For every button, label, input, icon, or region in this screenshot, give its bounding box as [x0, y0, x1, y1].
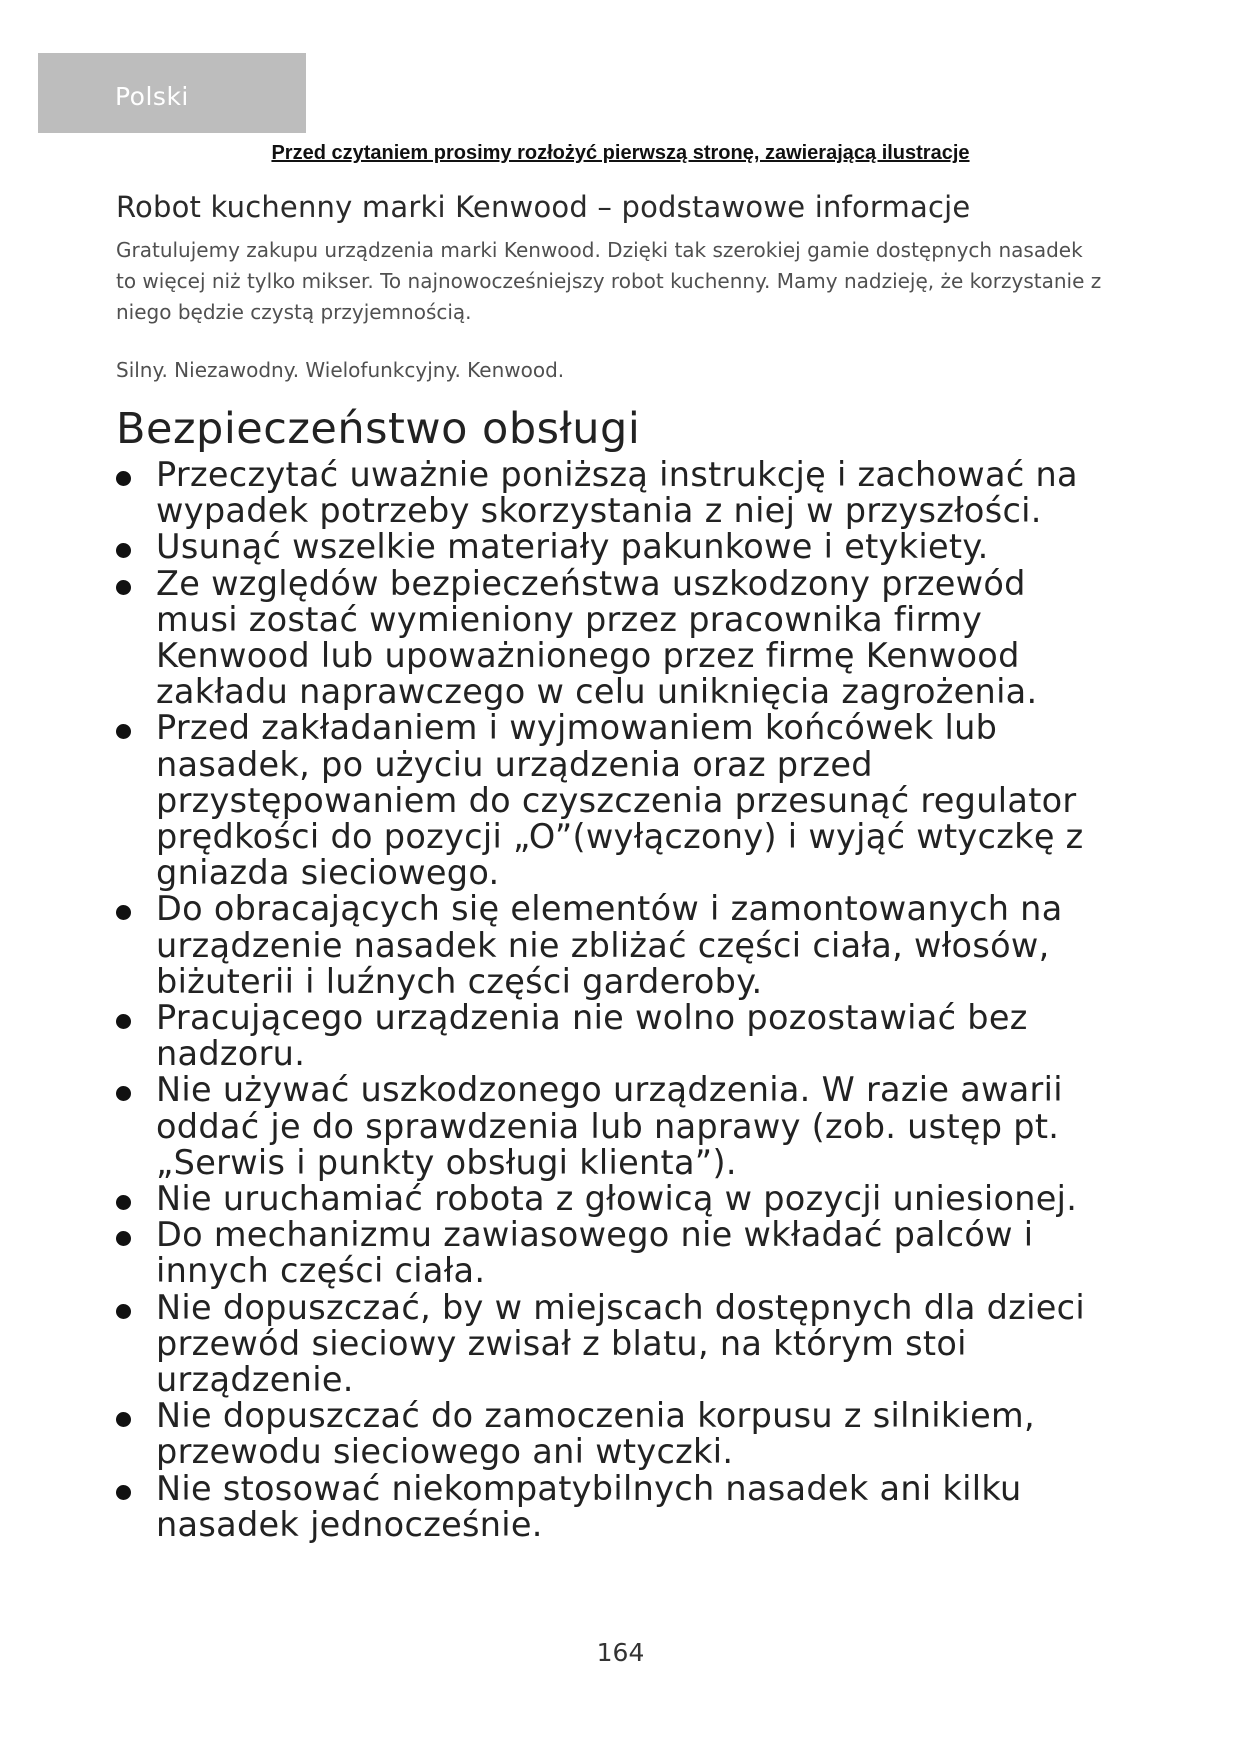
- list-item: [116, 1398, 1116, 1470]
- safety-list: [116, 457, 1116, 1543]
- list-item: [116, 457, 1116, 529]
- list-item: [116, 563, 1116, 712]
- list-item: [116, 1287, 1116, 1400]
- page-number: 164: [596, 1638, 645, 1667]
- list-item-text: Nie uruchamiać robota z głowicą w pozycji uniesionej.: [156, 1179, 1078, 1219]
- intro-paragraph: Gratulujemy zakupu urządzenia marki Kenwood. Dzięki tak szerokiej gamie dostępnych nasadek to więcej niż tylko mikser. To najnowocześniejszy robot kuchenny. Mamy nadzieję, że korzystanie z niego będzie czystą przyjemnością.: [116, 238, 1102, 324]
- list-item-text: Przed zakładaniem i wyjmowaniem końcówek lub nasadek, po użyciu urządzenia oraz przed przystępowaniem do czyszczenia przesunąć regulator prędkości do pozycji „O”(wyłączony) i wyjąć wtyczkę z gniazda sieciowego.: [156, 708, 1084, 893]
- bullet-icon: [116, 1485, 131, 1500]
- list-item-text: Ze względów bezpieczeństwa uszkodzony przewód musi zostać wymieniony przez pracownika firmy Kenwood lub upoważnionego przez firmę Kenwood zakładu naprawczego w celu uniknięcia zagrożenia.: [156, 563, 1038, 712]
- list-item: [116, 529, 1116, 565]
- tagline: Silny. Niezawodny. Wielofunkcyjny. Kenwood.: [116, 358, 565, 382]
- list-item-text: Nie dopuszczać do zamoczenia korpusu z silnikiem, przewodu sieciowego ani wtyczki.: [156, 1396, 1035, 1472]
- bullet-icon: [116, 1304, 131, 1319]
- bullet-icon: [116, 1195, 131, 1210]
- list-item: [116, 891, 1116, 1000]
- list-item-text: Nie używać uszkodzonego urządzenia. W razie awarii oddać je do sprawdzenia lub naprawy (zob. ustęp pt. „Serwis i punkty obsługi klienta”).: [156, 1070, 1063, 1182]
- list-item-text: Usunąć wszelkie materiały pakunkowe i etykiety.: [156, 527, 989, 567]
- list-item-text: Pracującego urządzenia nie wolno pozostawiać bez nadzoru.: [156, 998, 1028, 1074]
- bullet-icon: [116, 471, 131, 486]
- list-item: [116, 1181, 1116, 1217]
- bullet-icon: [116, 1231, 131, 1246]
- bullet-icon: [116, 1086, 131, 1101]
- bullet-icon: [116, 1412, 131, 1427]
- list-item: [116, 1000, 1116, 1072]
- list-item: [116, 1468, 1116, 1544]
- list-item-text: Do mechanizmu zawiasowego nie wkładać palców i innych części ciała.: [156, 1215, 1034, 1291]
- list-item-text: Nie stosować niekompatybilnych nasadek ani kilku nasadek jednocześnie.: [156, 1468, 1022, 1544]
- bullet-icon: [116, 543, 131, 558]
- bullet-icon: [116, 724, 131, 739]
- list-item-text: Przeczytać uważnie poniższą instrukcję i zachować na wypadek potrzeby skorzystania z niej w przyszłości.: [156, 455, 1078, 531]
- bullet-icon: [116, 580, 131, 595]
- bullet-icon: [116, 905, 131, 920]
- list-item-text: Nie dopuszczać, by w miejscach dostępnych dla dzieci przewód sieciowy zwisał z blatu, na którym stoi urządzenie.: [156, 1287, 1085, 1400]
- language-tab-label: Polski: [115, 82, 189, 111]
- safety-heading: Bezpieczeństwo obsługi: [116, 404, 641, 454]
- language-tab: [38, 53, 306, 133]
- intro-title: Robot kuchenny marki Kenwood – podstawowe informacje: [116, 190, 971, 224]
- bullet-icon: [116, 1014, 131, 1029]
- list-item: [116, 1072, 1116, 1181]
- unfold-notice: Przed czytaniem prosimy rozłożyć pierwszą stronę, zawierającą ilustracje: [271, 142, 970, 164]
- list-item: [116, 710, 1116, 891]
- list-item: [116, 1217, 1116, 1289]
- list-item-text: Do obracających się elementów i zamontowanych na urządzenie nasadek nie zbliżać części ciała, włosów, biżuterii i luźnych części garderoby.: [156, 889, 1063, 1001]
